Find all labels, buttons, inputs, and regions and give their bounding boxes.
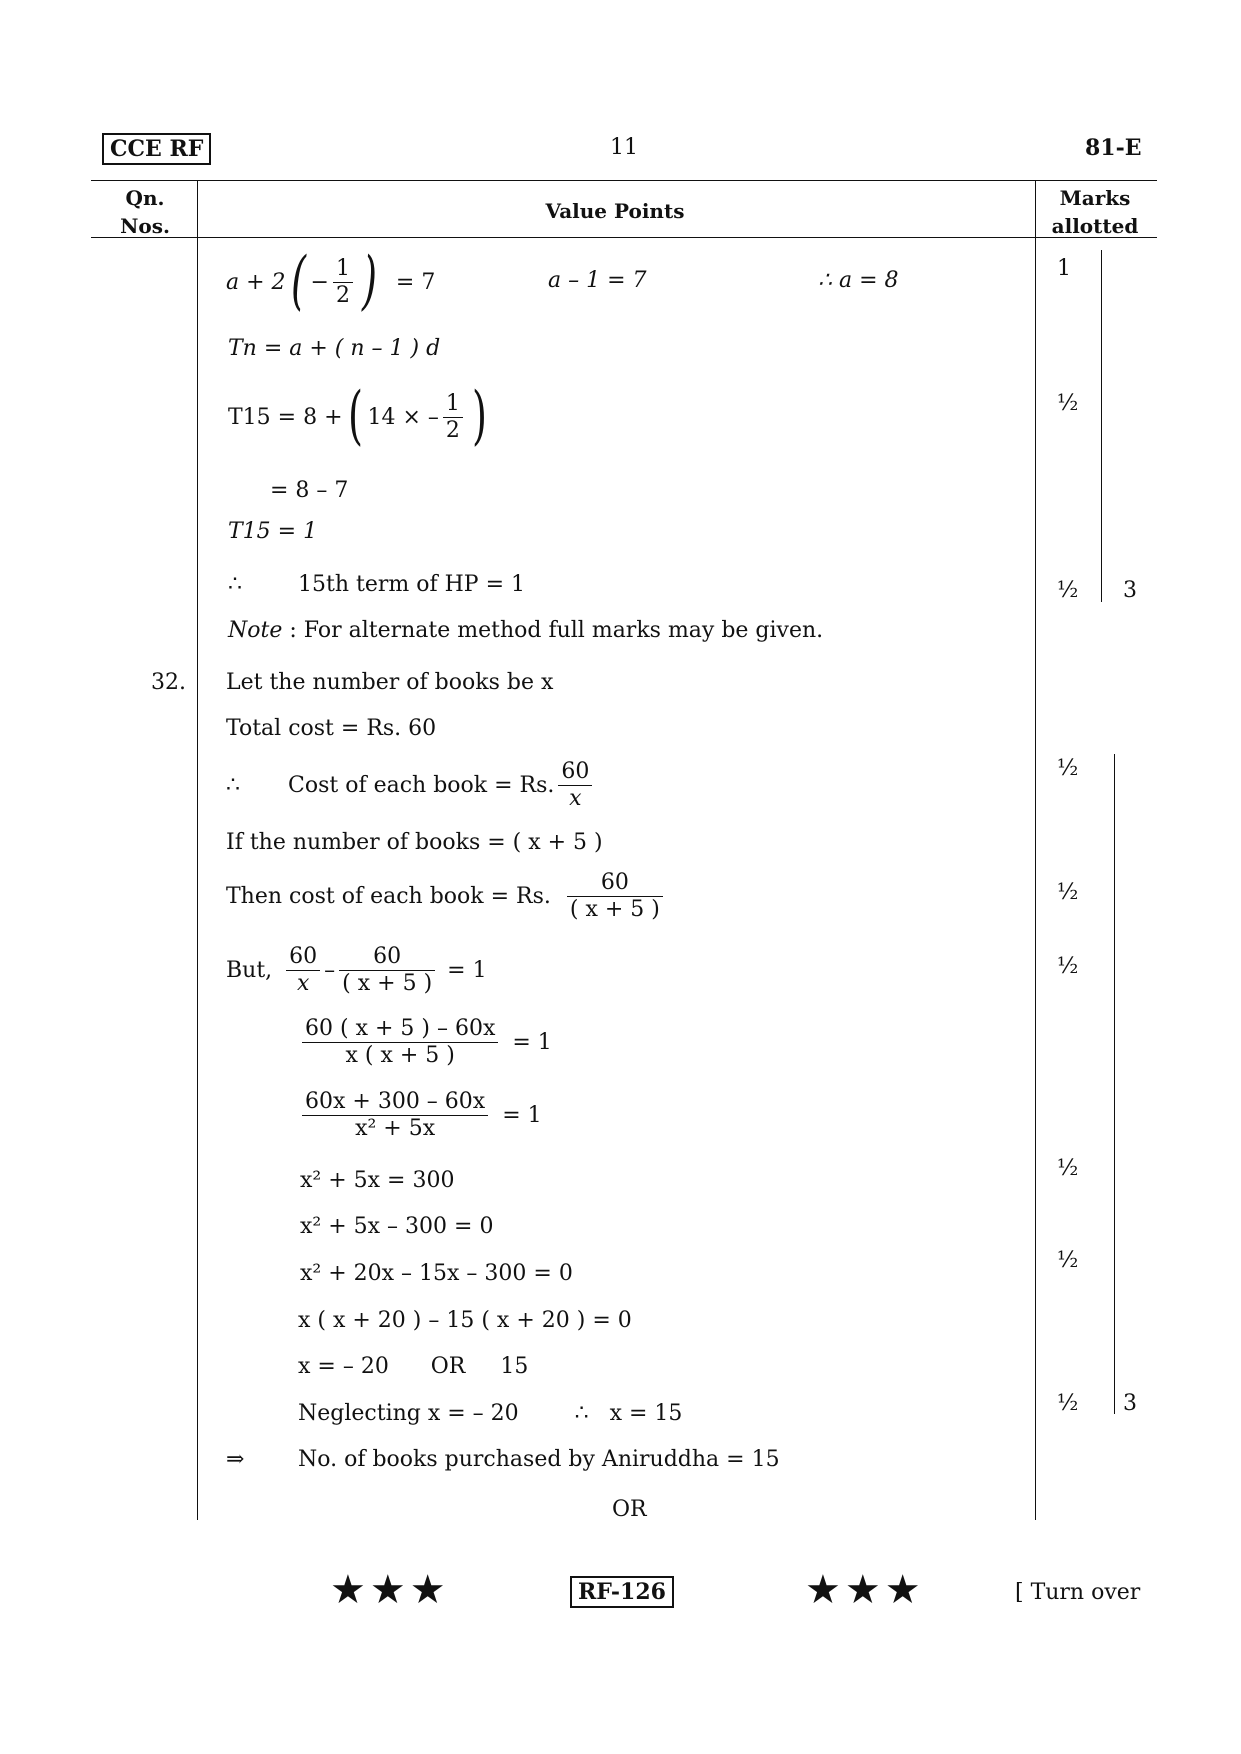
- q32-line15-implies: ⇒: [226, 1447, 245, 1472]
- q31-line3: T15 = 8 + ( 14 × – $\frac{1}{2}$ ): [228, 379, 487, 454]
- q32-line11: x² + 20x – 15x – 300 = 0: [300, 1261, 573, 1286]
- q32-mark-4: ½: [1057, 1156, 1079, 1181]
- code-box: CCE RF: [102, 133, 211, 165]
- page-number: 11: [610, 135, 638, 160]
- header-value-points: Value Points: [545, 199, 685, 223]
- q32-line10: x² + 5x – 300 = 0: [300, 1214, 494, 1239]
- q31-mark-2: ½: [1057, 391, 1079, 416]
- q32-line12: x ( x + 20 ) – 15 ( x + 20 ) = 0: [298, 1308, 632, 1333]
- q31-mark-3: ½: [1057, 578, 1079, 603]
- q31-mark-1: 1: [1057, 256, 1071, 281]
- q31-line4: = 8 – 7: [270, 478, 349, 503]
- q32-number: 32.: [151, 670, 186, 695]
- q32-total: 3: [1123, 1391, 1137, 1416]
- q31-marks-bracket: [1101, 250, 1102, 602]
- q31-line6-therefore: ∴: [228, 572, 242, 597]
- q32-mark-5: ½: [1057, 1248, 1079, 1273]
- q32-line2: Total cost = Rs. 60: [226, 716, 437, 741]
- header-marks: Marks: [1059, 186, 1131, 210]
- q32-line8: $\frac{60x + 300 - 60x}{\text{x² + 5x}}$ = 1: [298, 1082, 542, 1148]
- q32-line3: ∴ Cost of each book = Rs. $\frac{60}{x}$: [226, 756, 596, 814]
- q31-line1: a + 2 ( − $\frac{1}{2}$ ) = 7: [226, 244, 436, 319]
- column-divider-right: [1035, 180, 1036, 1520]
- q32-line7: $\frac{60 ( x + 5 ) - 60x}{x ( x + 5 )}$ = 1: [298, 1010, 552, 1074]
- q32-line5: Then cost of each book = Rs. $\frac{60}{( x + 5 )}$: [226, 866, 667, 926]
- header-qn: Qn.: [125, 186, 165, 210]
- q32-mark-2: ½: [1057, 880, 1079, 905]
- q32-line15: No. of books purchased by Aniruddha = 15: [298, 1447, 780, 1472]
- header-nos: Nos.: [120, 214, 170, 238]
- q32-mark-1: ½: [1057, 756, 1079, 781]
- q32-line1: Let the number of books be x: [226, 670, 554, 695]
- q31-line2: Tn = a + ( n – 1 ) d: [228, 336, 441, 361]
- header-allotted: allotted: [1051, 214, 1139, 238]
- table-top-rule: [91, 180, 1157, 181]
- q32-line6: But, $\frac{60}{x}$ – $\frac{60}{( x + 5 )}$ = 1: [226, 944, 487, 996]
- column-divider-left: [197, 180, 198, 1520]
- footer-stars-left: ★★★: [330, 1567, 450, 1613]
- q31-line1-mid: a – 1 = 7: [548, 268, 647, 293]
- q31-line6: 15th term of HP = 1: [298, 572, 526, 597]
- q32-line14: Neglecting x = – 20 ∴ x = 15: [298, 1401, 683, 1426]
- q31-line5: T15 = 1: [228, 519, 318, 544]
- q31-total: 3: [1123, 578, 1137, 603]
- q31-line1-end: ∴ a = 8: [818, 268, 899, 293]
- q32-mark-6: ½: [1057, 1391, 1079, 1416]
- table-header-rule: [91, 237, 1157, 238]
- q32-or: OR: [612, 1497, 647, 1522]
- q32-line9: x² + 5x = 300: [300, 1168, 455, 1193]
- q31-note: Note : For alternate method full marks may be given.: [228, 618, 824, 643]
- q32-line4: If the number of books = ( x + 5 ): [226, 830, 603, 855]
- footer-turn-over: [ Turn over: [1015, 1580, 1141, 1605]
- footer-stars-right: ★★★: [805, 1567, 925, 1613]
- q32-marks-bracket: [1114, 754, 1115, 1414]
- paper-code: 81-E: [1085, 135, 1142, 161]
- q32-mark-3: ½: [1057, 954, 1079, 979]
- q32-line13: x = – 20 OR 15: [298, 1354, 529, 1379]
- footer-code: RF-126: [570, 1576, 674, 1608]
